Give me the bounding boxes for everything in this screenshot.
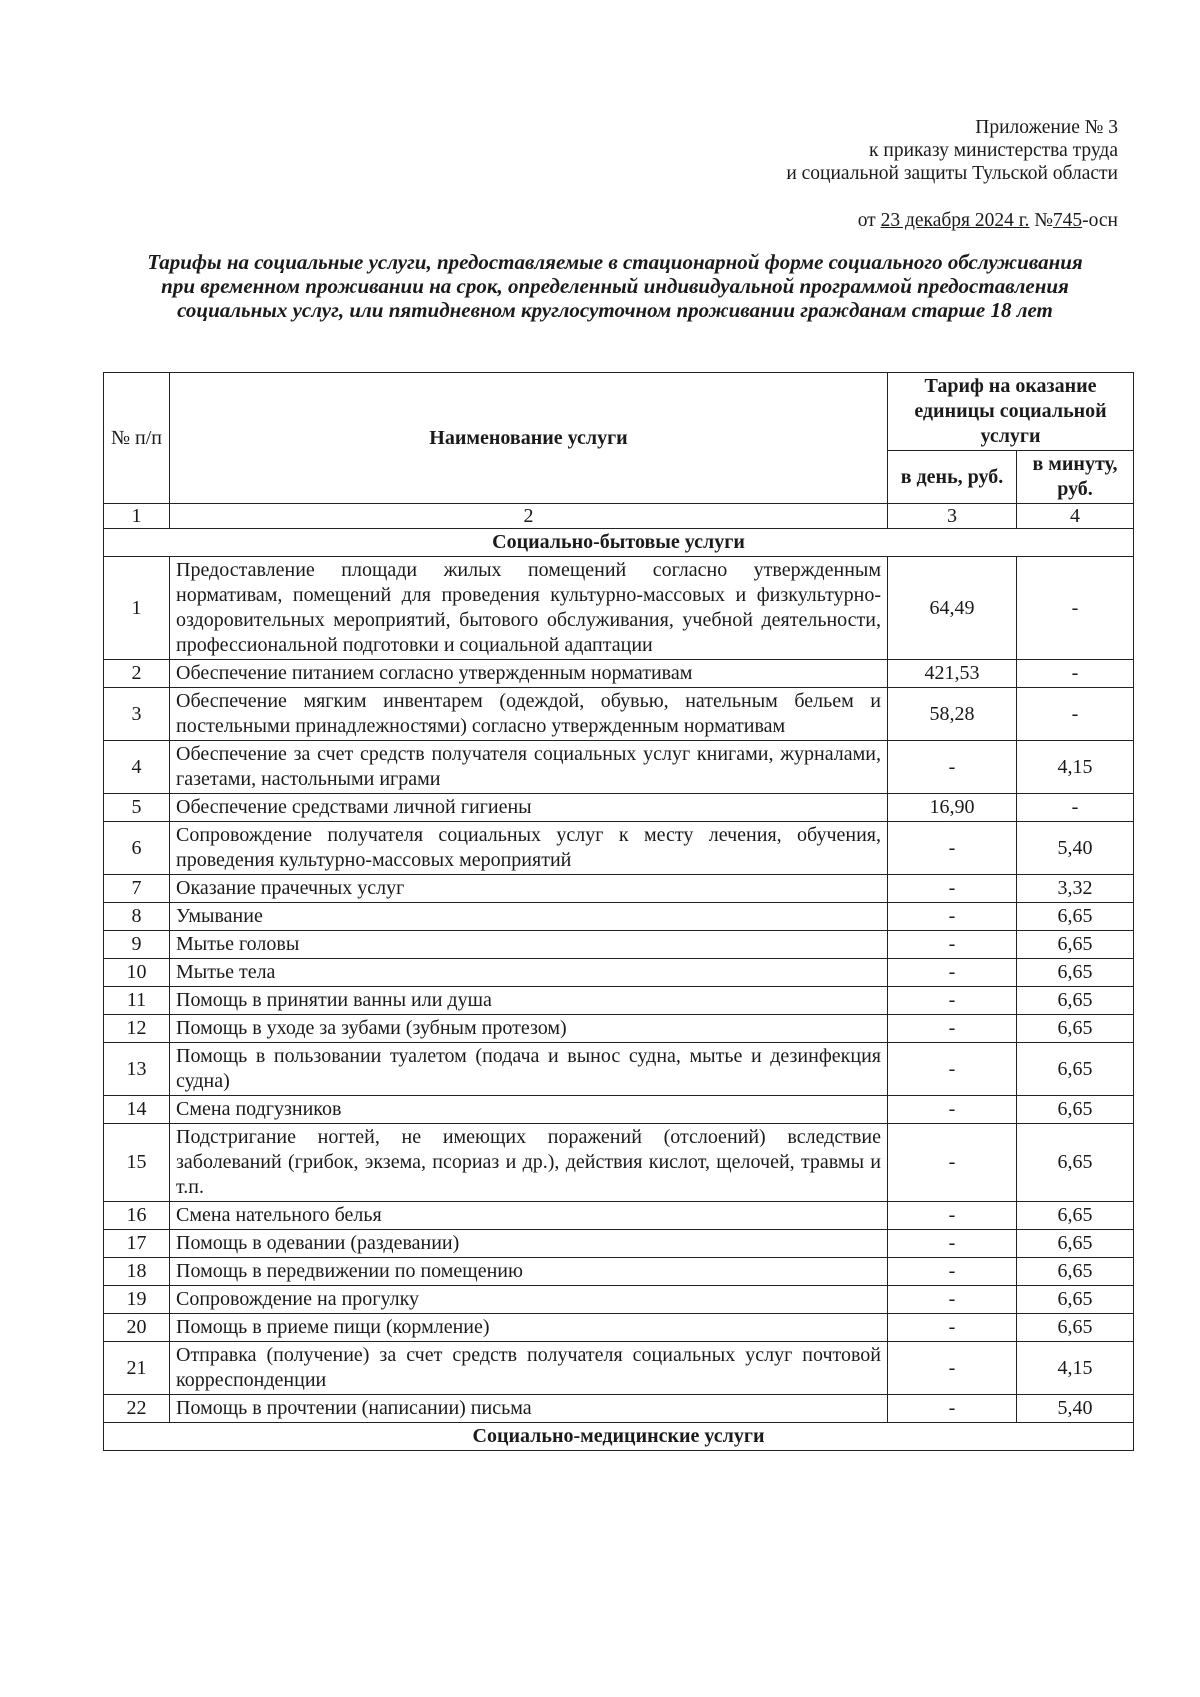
service-name: Подстригание ногтей, не имеющих поражений (отслоений) вследствие заболеваний (грибок, экзема, псориаз и др.), действия кислот, щелочей, травмы и т.п. — [170, 1124, 888, 1202]
table-row — [104, 1342, 1134, 1395]
order-number-suffix: -осн — [1082, 210, 1118, 231]
section-row — [104, 1423, 1134, 1451]
tariff-per-day: - — [888, 1096, 1017, 1124]
section-title: Социально-бытовые услуги — [104, 529, 1134, 557]
row-number: 19 — [104, 1286, 170, 1314]
tariff-per-day: 64,49 — [888, 557, 1017, 660]
appendix-line-2: к приказу министерства труда — [869, 140, 1118, 161]
tariff-per-minute: 6,65 — [1017, 1124, 1134, 1202]
table-row — [104, 1043, 1134, 1096]
tariff-per-minute: 6,65 — [1017, 987, 1134, 1015]
document-title: Тарифы на социальные услуги, предоставляемые в стационарной форме социального обслуживания при временном проживании на срок, определенный индивидуальной программой предоставления социальных услуг, или пятидневном круглосуточном проживании гражданам старше 18 лет — [147, 250, 1083, 322]
tariff-per-day: - — [888, 987, 1017, 1015]
column-index-row — [104, 504, 1134, 529]
tariff-per-day: - — [888, 931, 1017, 959]
tariff-per-day: - — [888, 1342, 1017, 1395]
tariff-per-minute: 6,65 — [1017, 959, 1134, 987]
table-header-row — [104, 373, 1134, 451]
table-row — [104, 1202, 1134, 1230]
row-number: 16 — [104, 1202, 170, 1230]
service-name: Обеспечение за счет средств получателя социальных услуг книгами, журналами, газетами, настольными играми — [170, 741, 888, 794]
tariff-per-minute: 4,15 — [1017, 741, 1134, 794]
service-name: Помощь в приеме пищи (кормление) — [170, 1314, 888, 1342]
row-number: 14 — [104, 1096, 170, 1124]
table-row — [104, 987, 1134, 1015]
tariff-per-day: 421,53 — [888, 660, 1017, 688]
number-prefix: № — [1034, 210, 1053, 231]
appendix-line-3: и социальной защиты Тульской области — [786, 163, 1118, 184]
order-date-line — [786, 209, 1118, 232]
header-tariff: Тариф на оказание единицы социальной услуги — [888, 373, 1134, 451]
row-number: 13 — [104, 1043, 170, 1096]
service-name: Помощь в передвижении по помещению — [170, 1258, 888, 1286]
section-title: Социально-медицинские услуги — [104, 1423, 1134, 1451]
row-number: 6 — [104, 822, 170, 875]
tariff-per-day: - — [888, 1395, 1017, 1423]
tariff-per-day: - — [888, 959, 1017, 987]
tariff-per-minute: 6,65 — [1017, 1258, 1134, 1286]
tariff-per-minute: 6,65 — [1017, 931, 1134, 959]
column-index: 2 — [170, 504, 888, 529]
tariff-per-minute: - — [1017, 557, 1134, 660]
service-name: Оказание прачечных услуг — [170, 875, 888, 903]
tariff-per-minute: 6,65 — [1017, 1202, 1134, 1230]
service-name: Помощь в одевании (раздевании) — [170, 1230, 888, 1258]
table-row — [104, 1096, 1134, 1124]
table-row — [104, 959, 1134, 987]
tariff-per-minute: 6,65 — [1017, 1043, 1134, 1096]
table-row — [104, 931, 1134, 959]
tariff-per-day: - — [888, 1202, 1017, 1230]
tariff-per-day: - — [888, 1043, 1017, 1096]
service-name: Отправка (получение) за счет средств получателя социальных услуг почтовой корреспонденции — [170, 1342, 888, 1395]
row-number: 8 — [104, 903, 170, 931]
row-number: 7 — [104, 875, 170, 903]
service-name: Помощь в пользовании туалетом (подача и вынос судна, мытье и дезинфекция судна) — [170, 1043, 888, 1096]
table-row — [104, 1286, 1134, 1314]
tariff-per-day: - — [888, 1286, 1017, 1314]
table-row — [104, 1395, 1134, 1423]
row-number: 9 — [104, 931, 170, 959]
table-row — [104, 1124, 1134, 1202]
table-row — [104, 1314, 1134, 1342]
date-prefix: от — [857, 210, 876, 231]
table-row — [104, 688, 1134, 741]
table-row — [104, 875, 1134, 903]
row-number: 4 — [104, 741, 170, 794]
row-number: 20 — [104, 1314, 170, 1342]
row-number: 5 — [104, 794, 170, 822]
service-name: Сопровождение получателя социальных услуг к месту лечения, обучения, проведения культурно-массовых мероприятий — [170, 822, 888, 875]
tariff-per-minute: 6,65 — [1017, 1230, 1134, 1258]
table-row — [104, 557, 1134, 660]
service-name: Помощь в принятии ванны или душа — [170, 987, 888, 1015]
tariff-per-minute: 4,15 — [1017, 1342, 1134, 1395]
row-number: 2 — [104, 660, 170, 688]
row-number: 11 — [104, 987, 170, 1015]
header-per-day: в день, руб. — [888, 451, 1017, 504]
tariff-per-day: - — [888, 741, 1017, 794]
tariff-per-day: - — [888, 875, 1017, 903]
tariff-per-minute: - — [1017, 688, 1134, 741]
row-number: 1 — [104, 557, 170, 660]
row-number: 12 — [104, 1015, 170, 1043]
tariff-per-day: - — [888, 1015, 1017, 1043]
service-name: Смена подгузников — [170, 1096, 888, 1124]
header-per-minute: в минуту, руб. — [1017, 451, 1134, 504]
service-name: Мытье тела — [170, 959, 888, 987]
row-number: 10 — [104, 959, 170, 987]
tariff-per-minute: - — [1017, 794, 1134, 822]
section-row — [104, 529, 1134, 557]
row-number: 21 — [104, 1342, 170, 1395]
service-name: Обеспечение мягким инвентарем (одеждой, обувью, нательным бельем и постельными принадлежностями) согласно утвержденным нормативам — [170, 688, 888, 741]
service-name: Умывание — [170, 903, 888, 931]
service-name: Предоставление площади жилых помещений согласно утвержденным нормативам, помещений для проведения культурно-массовых и физкультурно-оздоровительных мероприятий, бытового обслуживания, учебной деятельности, профессиональной подготовки и социальной адаптации — [170, 557, 888, 660]
table-row — [104, 1258, 1134, 1286]
tariff-per-minute: 6,65 — [1017, 1015, 1134, 1043]
row-number: 22 — [104, 1395, 170, 1423]
tariff-per-minute: - — [1017, 660, 1134, 688]
table-row — [104, 822, 1134, 875]
tariff-per-day: - — [888, 1258, 1017, 1286]
tariff-per-minute: 6,65 — [1017, 903, 1134, 931]
table-row — [104, 660, 1134, 688]
table-row — [104, 903, 1134, 931]
row-number: 3 — [104, 688, 170, 741]
tariff-per-minute: 5,40 — [1017, 822, 1134, 875]
column-index: 1 — [104, 504, 170, 529]
service-name: Помощь в уходе за зубами (зубным протезом) — [170, 1015, 888, 1043]
service-name: Обеспечение питанием согласно утвержденным нормативам — [170, 660, 888, 688]
tariff-per-day: 16,90 — [888, 794, 1017, 822]
row-number: 18 — [104, 1258, 170, 1286]
row-number: 15 — [104, 1124, 170, 1202]
table-row — [104, 1230, 1134, 1258]
service-name: Обеспечение средствами личной гигиены — [170, 794, 888, 822]
tariff-per-minute: 5,40 — [1017, 1395, 1134, 1423]
tariff-per-minute: 6,65 — [1017, 1314, 1134, 1342]
table-row — [104, 741, 1134, 794]
service-name: Сопровождение на прогулку — [170, 1286, 888, 1314]
table-row — [104, 1015, 1134, 1043]
row-number: 17 — [104, 1230, 170, 1258]
service-name: Смена нательного белья — [170, 1202, 888, 1230]
service-name: Помощь в прочтении (написании) письма — [170, 1395, 888, 1423]
column-index: 4 — [1017, 504, 1134, 529]
tariff-per-minute: 6,65 — [1017, 1096, 1134, 1124]
tariff-per-minute: 6,65 — [1017, 1286, 1134, 1314]
appendix-header — [786, 116, 1118, 232]
tariff-per-day: - — [888, 1230, 1017, 1258]
column-index: 3 — [888, 504, 1017, 529]
tariff-per-day: - — [888, 822, 1017, 875]
tariff-per-day: 58,28 — [888, 688, 1017, 741]
table-row — [104, 794, 1134, 822]
header-service-name: Наименование услуги — [170, 373, 888, 504]
tariff-per-day: - — [888, 1124, 1017, 1202]
order-date: 23 декабря 2024 г. — [880, 210, 1030, 231]
tariff-per-day: - — [888, 903, 1017, 931]
tariff-per-minute: 3,32 — [1017, 875, 1134, 903]
appendix-line-1: Приложение № 3 — [975, 117, 1118, 138]
tariffs-table — [103, 372, 1134, 1451]
order-number: 745 — [1052, 210, 1083, 231]
service-name: Мытье головы — [170, 931, 888, 959]
header-number: № п/п — [104, 373, 170, 504]
tariff-per-day: - — [888, 1314, 1017, 1342]
